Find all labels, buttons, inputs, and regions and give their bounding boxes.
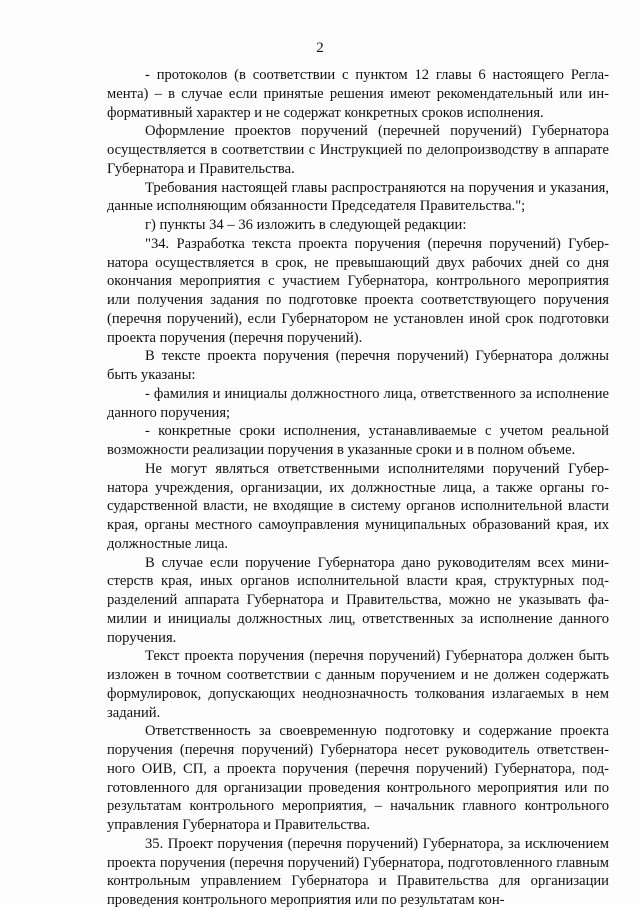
paragraph-text-must-contain: В тексте проекта поручения (перечня поручений) Губернатора должны быть указаны: <box>107 348 609 383</box>
paragraph-exact-wording: Текст проекта поручения (перечня поручений) Губернатора должен быть изложен в точном соответствии с данным поручением и не должен содержать формулировок, допускающих неоднозначность толкования излагаемых в нем заданий. <box>107 648 609 721</box>
paragraph-not-responsible-executors: Не могут являться ответственными исполнителями поручений Губернатора учреждения, организации, их должностные лица, а также органы государственной власти, не входящие в систему органов исполнительной власти края, органы местного самоуправления муниципальных образований края, их должностные лица. <box>107 460 609 552</box>
paragraph-all-ministries: В случае если поручение Губернатора дано руководителям всех министерств края, иных органов исполнительной власти края, структурных подразделений аппарата Губернатора и Правительства, можно не указывать фамилии и инициалы должностных лиц, ответственных за исполнение данного поручения. <box>107 554 609 646</box>
page-number: 2 <box>316 40 324 56</box>
paragraph-requirements-scope: Требования настоящей главы распространяются на поручения и указания, данные исполняющим обязанности Председателя Правительства."; <box>107 179 609 215</box>
paragraph-amendment-clause: г) пункты 34 – 36 изложить в следующей редакции: <box>145 217 467 233</box>
paragraph-protocols: - протоколов (в соответствии с пунктом 12 главы 6 настоящего Регламента) – в случае если принятые решения имеют рекомендательный или информативный характер и не содержат конкретных сроков исполнения. <box>107 67 609 121</box>
paragraph-item-35: 35. Проект поручения (перечня поручений) Губернатора, за исключением проекта поручения (перечня поручений) Губернатора, подготовленного главным контрольным управлением Губернатора и Правительства для организации проведения контрольного мероприятия или по результатам кон- <box>107 835 609 908</box>
document-body <box>107 66 609 910</box>
list-item-responsible-official: - фамилия и инициалы должностного лица, ответственного за исполнение данного поручения; <box>107 385 609 421</box>
paragraph-drafting-instruction: Оформление проектов поручений (перечней поручений) Губернатора осуществляется в соответствии с Инструкцией по делопроизводству в аппарате Губернатора и Правительства. <box>107 123 609 177</box>
list-item-deadlines: - конкретные сроки исполнения, устанавливаемые с учетом реальной возможности реализации поручения в указанные сроки и в полном объеме. <box>107 423 609 458</box>
paragraph-responsibility: Ответственность за своевременную подготовку и содержание проекта поручения (перечня поручений) Губернатора несет руководитель ответственного ОИВ, СП, а проекта поручения (перечня поручений) Губернатора, подготовленного для организации проведения контрольного мероприятия или по результатам контрольного мероприятия, – начальник главного контрольного управления Губернатора и Правительства. <box>107 723 609 833</box>
paragraph-item-34: "34. Разработка текста проекта поручения (перечня поручений) Губернатора осуществляется в срок, не превышающий двух рабочих дней со дня окончания мероприятия с участием Губернатора, контрольного мероприятия или получения задания по подготовке проекта соответствующего поручения (перечня поручений), если Губернатором не установлен иной срок подготовки проекта поручения (перечня поручений). <box>107 235 609 346</box>
